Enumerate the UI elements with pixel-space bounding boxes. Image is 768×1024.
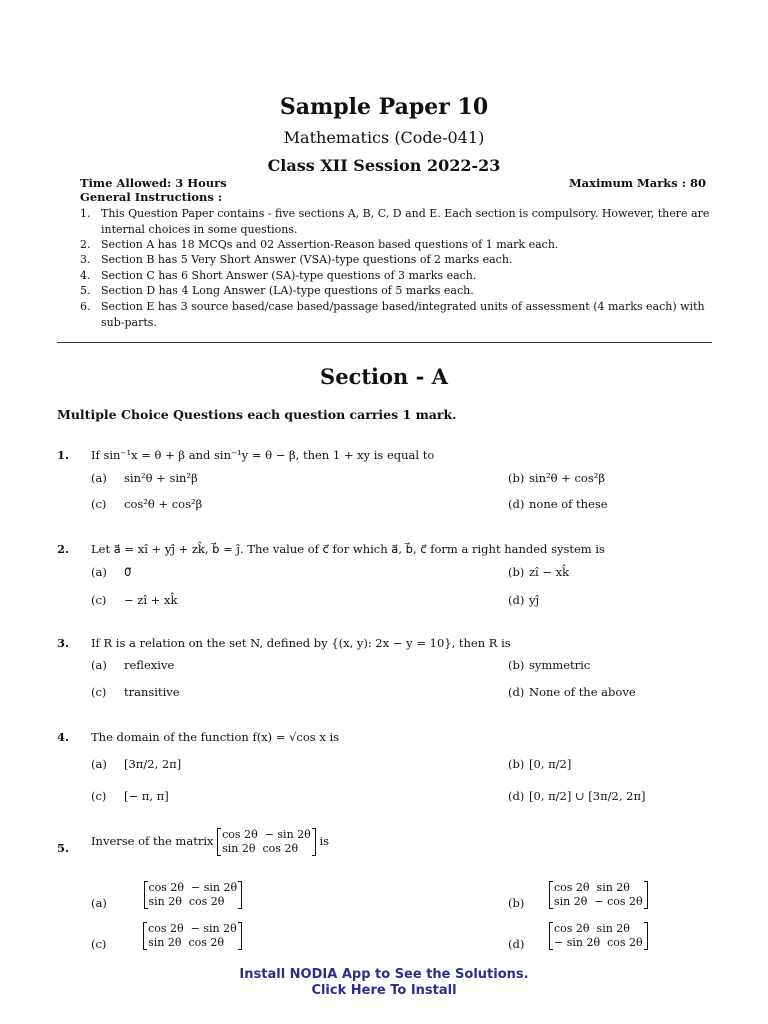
instruction-item — [80, 252, 712, 268]
question-matrix — [217, 828, 316, 856]
option-b — [508, 881, 643, 910]
matrix-cell: cos 2θ — [607, 936, 643, 949]
option-b — [508, 658, 591, 672]
option-label: (c) — [91, 685, 107, 699]
matrix-cell: sin 2θ — [596, 881, 630, 894]
instruction-item — [80, 299, 712, 330]
question-text: If R is a relation on the set N, defined by {(x, y): 2x − y = 10}, then R is — [91, 636, 511, 650]
option-text: symmetric — [529, 658, 591, 672]
option-text: zî − xk̂ — [529, 565, 570, 579]
option-text: 0⃗ — [124, 565, 132, 579]
matrix-cell: cos 2θ — [554, 881, 590, 894]
option-d — [508, 789, 646, 803]
instruction-text: Section A has 18 MCQs and 02 Assertion-Reason based questions of 1 mark each. — [101, 238, 559, 251]
option-label: (c) — [91, 497, 107, 511]
paper-class-session: Class XII Session 2022-23 — [267, 156, 501, 175]
question-number: 5. — [57, 841, 70, 855]
option-label: (b) — [508, 471, 525, 485]
question-number: 1. — [57, 448, 70, 462]
option-text: [0, π/2] ∪ [3π/2, 2π] — [529, 789, 646, 803]
general-instructions-label: General Instructions : — [80, 190, 223, 204]
option-label: (b) — [508, 565, 525, 579]
question-text — [91, 828, 329, 856]
option-label: (d) — [508, 789, 525, 803]
option-text: sin²θ + cos²β — [529, 471, 605, 485]
option-a — [91, 565, 132, 579]
option-label: (c) — [91, 593, 107, 607]
option-text: [0, π/2] — [529, 757, 572, 771]
option-d — [508, 685, 636, 699]
option-text: None of the above — [529, 685, 636, 699]
instruction-item — [80, 283, 712, 299]
option-text: transitive — [124, 685, 180, 699]
instruction-text: Section C has 6 Short Answer (SA)-type questions of 3 marks each. — [101, 269, 477, 282]
matrix-cell: − sin 2θ — [554, 936, 601, 949]
matrix-cell: − sin 2θ — [191, 881, 238, 894]
instruction-number: 6. — [80, 300, 91, 313]
option-label: (a) — [91, 757, 107, 771]
option-c — [91, 789, 169, 803]
option-matrix — [549, 881, 648, 909]
option-a — [91, 757, 182, 771]
option-label: (a) — [91, 896, 107, 910]
matrix-row — [222, 842, 298, 855]
matrix-cell: − sin 2θ — [190, 922, 237, 935]
option-label: (d) — [508, 685, 525, 699]
instruction-text: Section D has 4 Long Answer (LA)-type questions of 5 marks each. — [101, 284, 474, 297]
option-label: (b) — [508, 757, 525, 771]
matrix-cell: sin 2θ — [148, 895, 182, 908]
install-app-line2[interactable]: Click Here To Install — [311, 983, 457, 998]
option-b — [508, 471, 605, 485]
option-matrix — [144, 881, 243, 909]
matrix-cell: cos 2θ — [262, 842, 299, 855]
option-label: (d) — [508, 937, 525, 951]
question-text-after: is — [319, 834, 330, 848]
matrix-cell: sin 2θ — [222, 842, 256, 855]
option-text: − zî + xk̂ — [124, 593, 178, 607]
paper-subject: Mathematics (Code-041) — [283, 128, 485, 147]
instruction-item — [80, 237, 712, 253]
matrix-cell: cos 2θ — [188, 936, 224, 949]
option-b — [508, 757, 572, 771]
question-number: 4. — [57, 730, 70, 744]
option-text: yĵ — [529, 593, 540, 607]
matrix-cell: cos 2θ — [222, 828, 258, 841]
time-allowed: Time Allowed: 3 Hours — [80, 176, 227, 190]
option-label: (d) — [508, 593, 525, 607]
question-number: 2. — [57, 542, 70, 556]
option-c — [91, 593, 178, 607]
instruction-text: Section E has 3 source based/case based/passage based/integrated units of assessment (4 marks each) with sub-parts. — [101, 300, 705, 329]
option-label: (a) — [91, 471, 107, 485]
matrix-cell: cos 2θ — [148, 881, 185, 894]
option-matrix — [143, 922, 242, 950]
option-text: none of these — [529, 497, 608, 511]
option-label: (c) — [91, 937, 107, 951]
option-text: [− π, π] — [124, 789, 169, 803]
option-c — [91, 922, 237, 951]
option-a — [91, 471, 198, 485]
mcq-instruction: Multiple Choice Questions each question carries 1 mark. — [57, 407, 457, 422]
instruction-text: Section B has 5 Very Short Answer (VSA)-type questions of 2 marks each. — [101, 253, 513, 266]
instruction-item — [80, 206, 712, 237]
section-title: Section - A — [320, 364, 448, 389]
option-matrix — [549, 922, 648, 950]
instruction-number: 5. — [80, 284, 91, 297]
question-text-before: Inverse of the matrix — [91, 834, 214, 848]
matrix-row — [222, 828, 311, 841]
option-a — [91, 658, 175, 672]
question-number: 3. — [57, 636, 70, 650]
matrix-cell: sin 2θ — [596, 922, 630, 935]
matrix-cell: sin 2θ — [148, 936, 182, 949]
option-text: sin²θ + sin²β — [124, 471, 198, 485]
maximum-marks: Maximum Marks : 80 — [568, 176, 706, 190]
option-text: cos²θ + cos²β — [124, 497, 203, 511]
install-app-line1[interactable]: Install NODIA App to See the Solutions. — [239, 967, 529, 982]
option-label: (d) — [508, 497, 525, 511]
matrix-cell: sin 2θ — [554, 895, 588, 908]
question-text: The domain of the function f(x) = √cos x is — [91, 730, 340, 744]
instruction-number: 3. — [80, 253, 91, 266]
instruction-text: This Question Paper contains - five sections A, B, C, D and E. Each section is compulsory. However, there are internal choices in some questions. — [101, 207, 710, 236]
matrix-cell: cos 2θ — [554, 922, 590, 935]
option-label: (b) — [508, 658, 525, 672]
question-text: If sin⁻¹x = θ + β and sin⁻¹y = θ − β, then 1 + xy is equal to — [91, 448, 435, 462]
matrix-cell: − cos 2θ — [594, 895, 643, 908]
option-d — [508, 922, 643, 951]
matrix-cell: − sin 2θ — [264, 828, 311, 841]
instruction-number: 4. — [80, 269, 91, 282]
option-c — [91, 685, 180, 699]
option-text: [3π/2, 2π] — [124, 757, 182, 771]
option-b — [508, 565, 570, 579]
option-a — [91, 881, 238, 910]
option-d — [508, 497, 608, 511]
option-label: (b) — [508, 896, 525, 910]
instruction-number: 1. — [80, 207, 91, 220]
matrix-cell: cos 2θ — [188, 895, 225, 908]
instruction-number: 2. — [80, 238, 91, 251]
paper-title: Sample Paper 10 — [279, 94, 489, 120]
option-text: reflexive — [124, 658, 175, 672]
option-c — [91, 497, 203, 511]
option-d — [508, 593, 540, 607]
option-label: (a) — [91, 565, 107, 579]
matrix-cell: cos 2θ — [148, 922, 184, 935]
question-text: Let a⃗ = xî + yĵ + zk̂, b⃗ = ĵ. The value of c⃗ for which a⃗, b⃗, c⃗ form a right handed system is — [91, 542, 605, 556]
option-label: (a) — [91, 658, 107, 672]
install-app-link[interactable] — [0, 967, 768, 999]
header-divider — [57, 342, 712, 343]
instruction-item — [80, 268, 712, 284]
option-label: (c) — [91, 789, 107, 803]
